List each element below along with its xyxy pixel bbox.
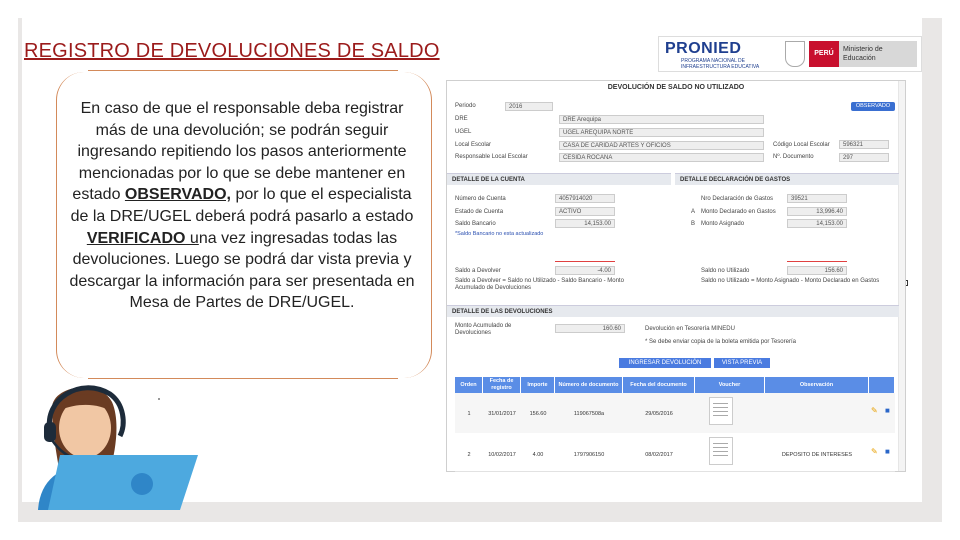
delete-icon[interactable]: ■ bbox=[885, 447, 890, 456]
frame-bottom-line bbox=[88, 378, 398, 379]
saldo-devolver-field[interactable]: -4.00 bbox=[555, 266, 615, 275]
vista-previa-button[interactable]: VISTA PREVIA bbox=[714, 358, 770, 368]
col-importe: Importe bbox=[521, 377, 555, 393]
row2-importe: 4.00 bbox=[532, 452, 544, 458]
support-agent-illustration bbox=[30, 380, 210, 510]
saldo-bancario-field[interactable]: 14,153.00 bbox=[555, 219, 615, 228]
responsable-label: Responsable Local Escolar bbox=[455, 154, 528, 160]
monto-declarado-label: Monto Declarado en Gastos bbox=[701, 209, 776, 215]
letter-a: A bbox=[691, 209, 696, 215]
col-orden: Orden bbox=[455, 377, 483, 393]
nro-decl-field[interactable]: 39521 bbox=[787, 194, 847, 203]
row2-numero: 1797906150 bbox=[573, 452, 605, 458]
form-title: DEVOLUCIÓN DE SALDO NO UTILIZADO bbox=[607, 84, 745, 91]
col-fecha-documento: Fecha del documento bbox=[623, 377, 695, 393]
row2-voucher-thumbnail[interactable] bbox=[709, 437, 733, 465]
codigo-label: Código Local Escolar bbox=[773, 142, 830, 148]
devolucion-tesoreria: Devolución en Tesorería MINEDU bbox=[645, 326, 735, 332]
scrollbar[interactable] bbox=[898, 81, 905, 471]
col-actions bbox=[869, 377, 895, 393]
pronied-subtitle: PROGRAMA NACIONAL DE INFRAESTRUCTURA EDUCATIVA bbox=[681, 58, 760, 70]
monto-asignado-field[interactable]: 14,153.00 bbox=[787, 219, 847, 228]
row2-fecha-registro: 10/02/2017 bbox=[488, 452, 516, 458]
col-fecha-registro: Fecha de registro bbox=[483, 377, 521, 393]
para-text-2: por lo que el especialista de la DRE/UGEL deberá podrá pasarlo a estado bbox=[70, 186, 414, 225]
instruction-paragraph bbox=[66, 98, 418, 314]
saldo-devolver-formula: Saldo a Devolver = Saldo no Utilizado - Saldo Bancario - Monto Acumulado de Devoluciones bbox=[455, 278, 624, 291]
col-numero-documento: Número de documento bbox=[555, 377, 623, 393]
form-screenshot bbox=[446, 80, 906, 472]
monto-acumulado-label: Monto Acumulado de Devoluciones bbox=[455, 323, 512, 336]
ministerio-label: Ministerio de Educación bbox=[839, 41, 917, 67]
row2-fecha-doc: 08/02/2017 bbox=[645, 452, 673, 458]
letter-b: B bbox=[691, 221, 696, 227]
red-underline-right bbox=[787, 261, 847, 262]
para-underline: u bbox=[185, 229, 199, 247]
pronied-logo: PRONIED bbox=[665, 40, 742, 57]
red-underline-left bbox=[555, 261, 615, 262]
frame-top-line bbox=[88, 70, 398, 71]
nota-copia: * Se debe enviar copia de la boleta emitida por Tesorería bbox=[645, 339, 796, 345]
saldo-no-utilizado-formula: Saldo no Utilizado = Monto Asignado - Monto Declarado en Gastos bbox=[701, 278, 880, 284]
row2-orden: 2 bbox=[467, 452, 471, 458]
ndoc-field[interactable]: 297 bbox=[839, 153, 889, 162]
status-verificado: VERIFICADO bbox=[86, 229, 186, 247]
section-devoluciones: DETALLE DE LAS DEVOLUCIONES bbox=[447, 305, 899, 317]
delete-icon[interactable]: ■ bbox=[885, 406, 890, 415]
monto-acumulado-field[interactable]: 160.60 bbox=[555, 324, 625, 333]
col-observacion: Observación bbox=[765, 377, 869, 393]
coat-of-arms-icon bbox=[785, 41, 805, 67]
row1-voucher-thumbnail[interactable] bbox=[709, 397, 733, 425]
local-label: Local Escolar bbox=[455, 142, 492, 148]
section-gastos: DETALLE DECLARACIÓN DE GASTOS bbox=[675, 173, 899, 185]
ingresar-devolucion-button[interactable]: INGRESAR DEVOLUCIÓN bbox=[619, 358, 711, 368]
nro-decl-label: Nro Declaración de Gastos bbox=[701, 196, 774, 202]
saldo-no-utilizado-label: Saldo no Utilizado bbox=[701, 268, 750, 274]
monto-asignado-label: Monto Asignado bbox=[701, 221, 745, 227]
local-field[interactable]: CASA DE CARIDAD ARTES Y OFICIOS bbox=[559, 141, 764, 150]
saldo-no-utilizado-field[interactable]: 156.60 bbox=[787, 266, 847, 275]
col-voucher: Voucher bbox=[695, 377, 765, 393]
header-logos bbox=[658, 36, 922, 72]
status-observado: OBSERVADO, bbox=[124, 186, 231, 204]
responsable-field[interactable]: CESIDA ROCANA bbox=[559, 153, 764, 162]
row2-observacion: DEPOSITO DE INTERESES bbox=[781, 452, 853, 458]
monto-declarado-field[interactable]: 13,996.40 bbox=[787, 207, 847, 216]
ugel-label: UGEL bbox=[455, 129, 472, 135]
edit-icon[interactable]: ✎ bbox=[871, 406, 878, 415]
estado-cuenta-label: Estado de Cuenta bbox=[455, 209, 504, 215]
status-badge[interactable]: OBSERVADO bbox=[851, 102, 895, 111]
dre-field[interactable]: DRE Arequipa bbox=[559, 115, 764, 124]
num-cuenta-field[interactable]: 4057914020 bbox=[555, 194, 615, 203]
slide-title: REGISTRO DE DEVOLUCIONES DE SALDO bbox=[24, 40, 440, 62]
periodo-label: Periodo bbox=[455, 103, 476, 109]
row1-fecha-registro: 31/01/2017 bbox=[488, 411, 516, 417]
ugel-field[interactable]: UGEL AREQUIPA NORTE bbox=[559, 128, 764, 137]
estado-cuenta-field[interactable]: ACTIVO bbox=[555, 207, 615, 216]
peru-label: PERÚ bbox=[809, 41, 839, 67]
saldo-warning: *Saldo Bancario no esta actualizado bbox=[455, 231, 544, 237]
ndoc-label: Nº. Documento bbox=[773, 154, 814, 160]
saldo-bancario-label: Saldo Bancario bbox=[455, 221, 496, 227]
row1-orden: 1 bbox=[467, 411, 471, 417]
row1-importe: 156.60 bbox=[529, 411, 547, 417]
para-text-3: na vez ingresadas todas las devoluciones. Luego se podrá dar vista previa y descargar la información para ser presentada en Mesa de Partes de DRE/UGEL. bbox=[69, 229, 415, 312]
dre-label: DRE bbox=[455, 116, 468, 122]
row1-numero: 119067508a bbox=[573, 411, 605, 417]
saldo-devolver-label: Saldo a Devolver bbox=[455, 268, 501, 274]
row1-fecha-doc: 29/05/2016 bbox=[645, 411, 673, 417]
para-text-1: En caso de que el responsable deba registrar más de una devolución; se podrán seguir ingresando repitiendo los pasos anteriormente mencionadas por lo que se debe mantener en estado bbox=[72, 100, 407, 204]
codigo-field[interactable]: 596321 bbox=[839, 140, 889, 149]
edit-icon[interactable]: ✎ bbox=[871, 447, 878, 456]
num-cuenta-label: Número de Cuenta bbox=[455, 196, 506, 202]
periodo-field[interactable]: 2016 bbox=[505, 102, 553, 111]
section-cuenta: DETALLE DE LA CUENTA bbox=[447, 173, 671, 185]
